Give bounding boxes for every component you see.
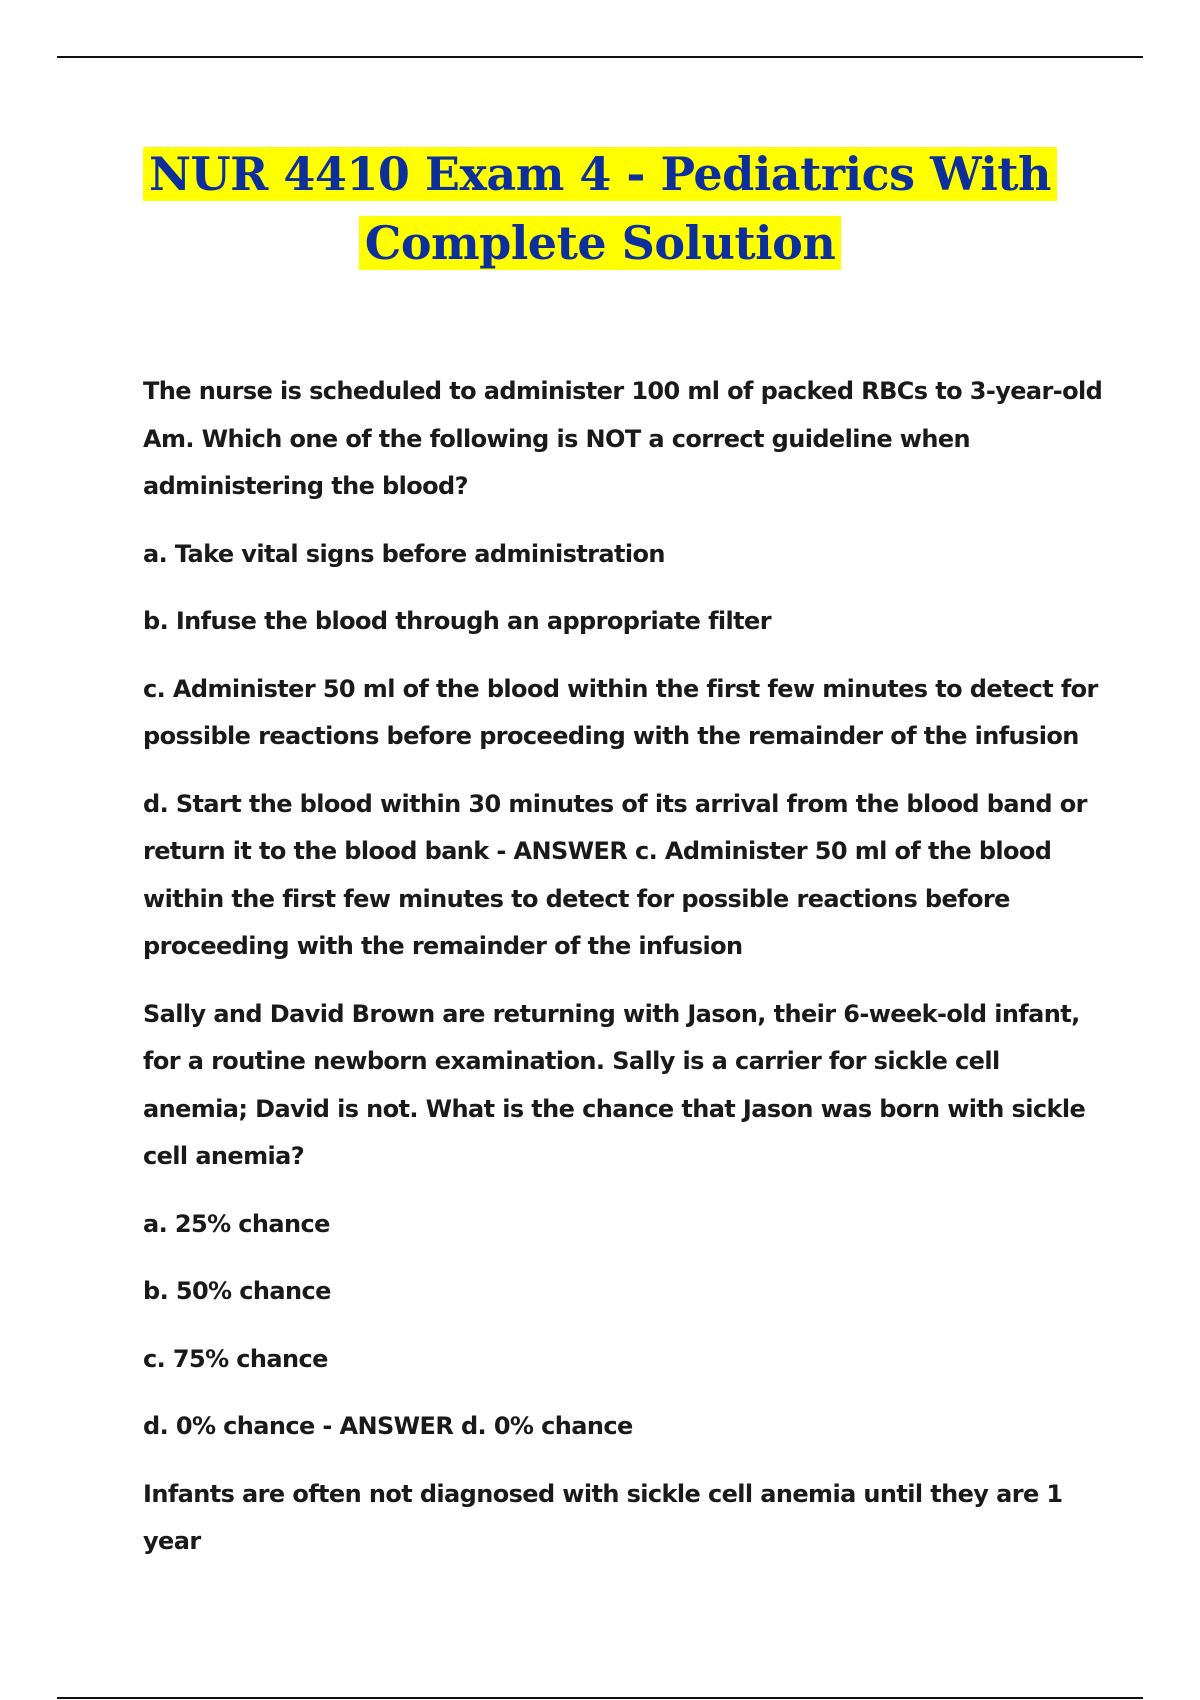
title-line-1: NUR 4410 Exam 4 - Pediatrics With — [143, 147, 1057, 201]
question-1-option-d-answer: d. Start the blood within 30 minutes of its arrival from the blood band or return it to the blood bank - ANSWER c. Administer 50 ml of the blood within the first few minutes to detect for possible reactions before proceeding with the remainder of the infusion — [143, 789, 1087, 960]
question-2-option-a: a. 25% chance — [143, 1209, 330, 1238]
footer-rule — [57, 1697, 1143, 1699]
question-1-option-a: a. Take vital signs before administration — [143, 539, 665, 568]
question-3-stem: Infants are often not diagnosed with sickle cell anemia until they are 1 year — [143, 1479, 1063, 1555]
title-line-2: Complete Solution — [359, 216, 842, 270]
question-2-option-d-answer: d. 0% chance - ANSWER d. 0% chance — [143, 1412, 633, 1440]
question-2-option-b: b. 50% chance — [143, 1277, 331, 1305]
question-2-stem: Sally and David Brown are returning with Jason, their 6-week-old infant, for a routine newborn examination. Sally is a carrier for sickle cell anemia; David is not. What is the chance that Jason was born with sickle cell anemia? — [143, 999, 1086, 1170]
document-title — [0, 140, 1200, 278]
question-1-option-b: b. Infuse the blood through an appropriate filter — [143, 607, 771, 635]
document-body — [143, 368, 1103, 1586]
question-1-option-c: c. Administer 50 ml of the blood within the first few minutes to detect for possible reactions before proceeding with the remainder of the infusion — [143, 674, 1098, 750]
header-rule — [57, 56, 1143, 58]
question-2-option-c: c. 75% chance — [143, 1344, 328, 1373]
question-1-stem: The nurse is scheduled to administer 100 ml of packed RBCs to 3-year-old Am. Which one of the following is NOT a correct guideline when administering the blood? — [143, 377, 1103, 500]
